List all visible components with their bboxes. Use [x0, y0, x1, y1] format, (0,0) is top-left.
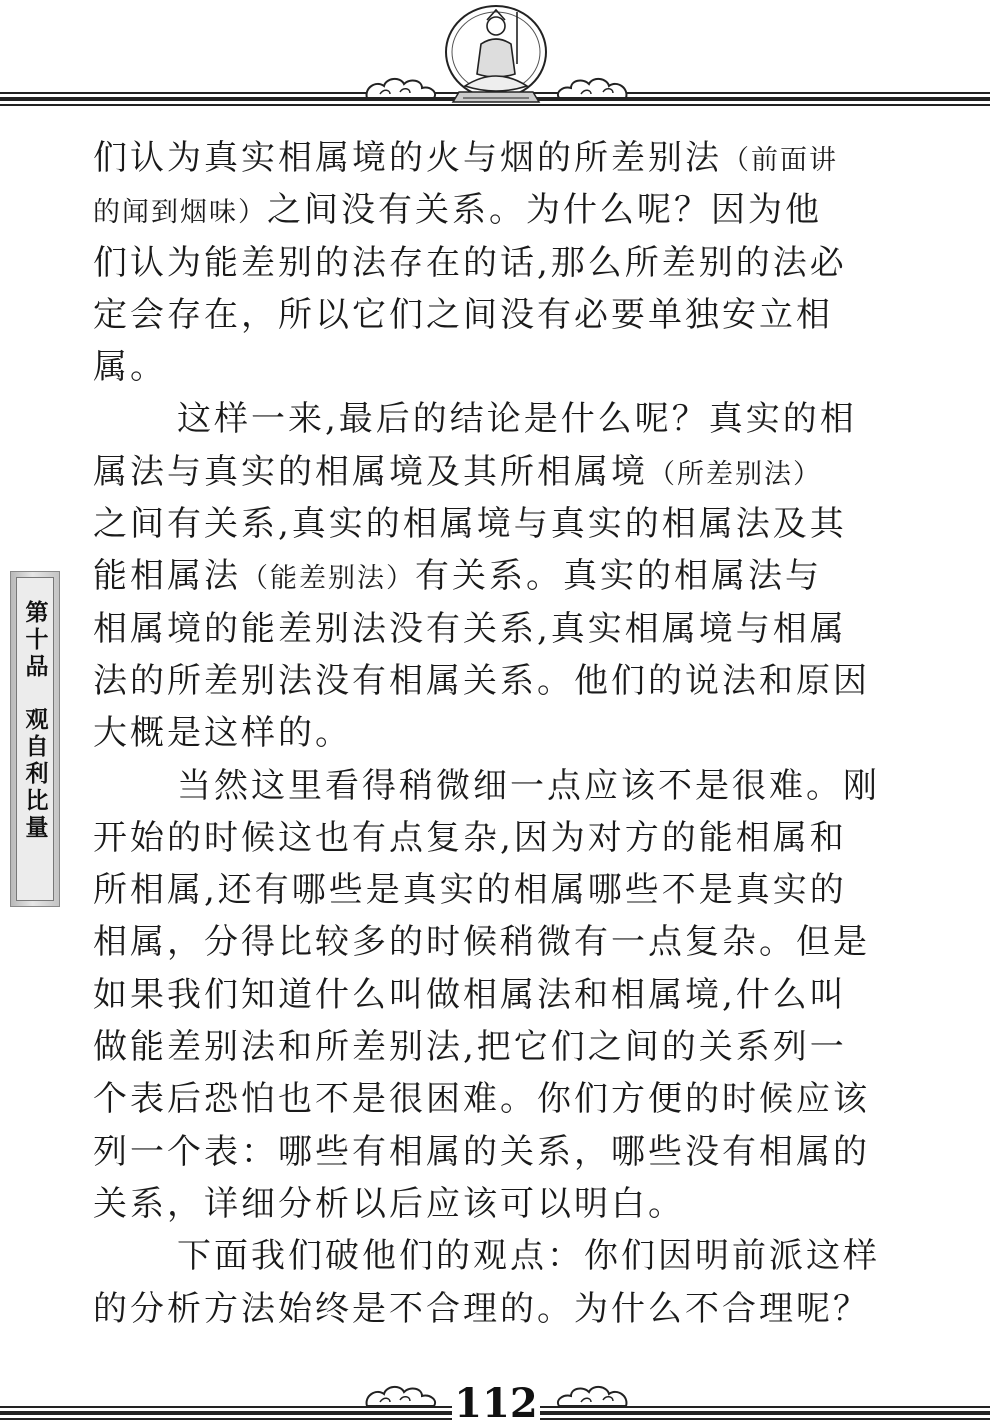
deity-illustration-icon: [443, 4, 549, 108]
chapter-label: 第十品: [21, 600, 48, 681]
cloud-ornament-icon: [551, 74, 631, 104]
text-line: 这样一来,最后的结论是什么呢？真实的相: [177, 399, 857, 440]
cloud-ornament-icon: [362, 74, 442, 104]
chapter-side-tab: [10, 571, 60, 907]
page-number: 112: [452, 1380, 540, 1427]
cloud-ornament-icon: [362, 1384, 442, 1410]
text-line: 属法与真实的相属境及其所相属境（所差别法）: [93, 451, 822, 492]
cloud-ornament-icon: [551, 1384, 631, 1410]
text-line: 法的所差别法没有相属关系。他们的说法和原因: [93, 660, 870, 701]
text-line: 如果我们知道什么叫做相属法和相属境,什么叫: [93, 974, 847, 1015]
text-line: 能相属法（能差别法）有关系。真实的相属法与: [93, 556, 822, 597]
text-line: 个表后恐怕也不是很困难。你们方便的时候应该: [93, 1079, 870, 1120]
text-line: 的闻到烟味）之间没有关系。为什么呢？因为他: [93, 190, 822, 231]
text-line: 所相属,还有哪些是真实的相属哪些不是真实的: [93, 870, 847, 911]
text-line: 当然这里看得稍微细一点应该不是很难。刚: [177, 765, 880, 806]
text-line: 的分析方法始终是不合理的。为什么不合理呢？: [93, 1288, 870, 1329]
text-line: 做能差别法和所差别法,把它们之间的关系列一: [93, 1027, 847, 1068]
text-line: 们认为能差别的法存在的话,那么所差别的法必: [93, 242, 847, 283]
text-line: 关系，详细分析以后应该可以明白。: [93, 1183, 685, 1224]
text-line: 之间有关系,真实的相属境与真实的相属法及其: [93, 504, 847, 545]
text-line: 下面我们破他们的观点：你们因明前派这样: [177, 1236, 880, 1277]
text-line: 大概是这样的。: [93, 713, 352, 754]
text-line: 属。: [93, 347, 167, 388]
text-line: 们认为真实相属境的火与烟的所差别法（前面讲: [93, 138, 838, 178]
text-line: 定会存在，所以它们之间没有必要单独安立相: [93, 294, 833, 335]
text-line: 列一个表：哪些有相属的关系，哪些没有相属的: [93, 1131, 870, 1172]
text-line: 相属境的能差别法没有关系,真实相属境与相属: [93, 608, 847, 649]
page-body: [93, 132, 890, 1335]
text-line: 相属，分得比较多的时候稍微有一点复杂。但是: [93, 922, 870, 963]
text-line: 开始的时候这也有点复杂,因为对方的能相属和: [93, 817, 847, 858]
chapter-title: 观自利比量: [21, 707, 48, 842]
